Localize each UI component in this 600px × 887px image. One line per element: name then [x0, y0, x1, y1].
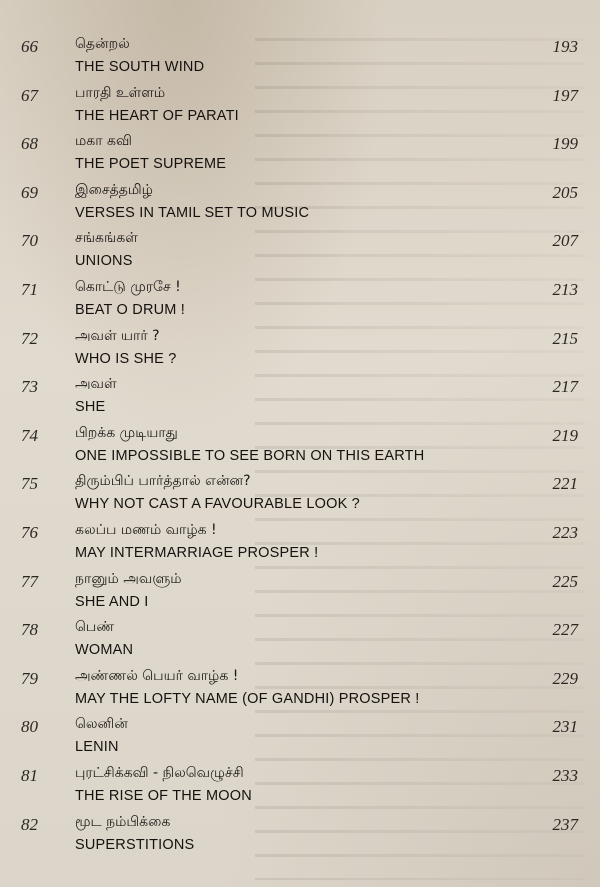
- entry-tamil-title: மகா கவி: [75, 133, 132, 150]
- entry-tamil-title: பாரதி உள்ளம்: [75, 84, 166, 101]
- entry-number: 70: [21, 231, 38, 251]
- entry-page-number: 233: [552, 766, 578, 785]
- entry-english-title: WHO IS SHE ?: [75, 350, 177, 367]
- entry-tamil-title: லெனின்: [75, 716, 128, 733]
- entry-english-title: SUPERSTITIONS: [75, 836, 195, 853]
- entry-page-number: 199: [552, 134, 578, 154]
- entry-page-number: 213: [552, 280, 578, 299]
- entry-english-title: MAY THE LOFTY NAME (OF GANDHI) PROSPER !: [75, 690, 420, 707]
- entry-tamil-title: அவள்: [75, 376, 117, 393]
- entry-page-number: 229: [552, 668, 578, 688]
- entry-tamil-title: கொட்டு முரசே !: [75, 279, 181, 295]
- toc-entry: [0, 130, 600, 179]
- entry-number: 67: [21, 85, 38, 105]
- entry-page-number: 197: [552, 85, 578, 105]
- entry-page-number: 207: [552, 231, 578, 251]
- toc-entry: [0, 179, 600, 228]
- entry-tamil-title: தென்றல்: [75, 36, 130, 52]
- entry-english-title: THE SOUTH WIND: [75, 59, 205, 75]
- toc-entry: [0, 422, 600, 471]
- toc-entry: [0, 276, 600, 325]
- toc-entry: [0, 713, 600, 762]
- entry-number: 66: [21, 37, 38, 56]
- entry-number: 80: [21, 717, 38, 737]
- entry-english-title: SHE: [75, 399, 106, 416]
- entry-number: 77: [21, 571, 38, 591]
- entry-page-number: 193: [552, 37, 578, 56]
- toc-entry: [0, 227, 600, 276]
- toc-entry: [0, 568, 600, 617]
- entry-number: 81: [21, 766, 38, 785]
- entry-tamil-title: புரட்சிக்கவி - நிலவெழுச்சி: [75, 765, 244, 781]
- toc-entry: [0, 616, 600, 665]
- entry-number: 78: [21, 620, 38, 640]
- entry-english-title: THE POET SUPREME: [75, 156, 227, 173]
- entry-number: 76: [21, 523, 38, 542]
- toc-entry: [0, 470, 600, 519]
- entry-english-title: BEAT O DRUM !: [75, 302, 186, 318]
- toc-entry: [0, 33, 600, 82]
- toc-entry: [0, 811, 600, 860]
- entry-page-number: 217: [552, 377, 578, 397]
- entry-english-title: MAY INTERMARRIAGE PROSPER !: [75, 545, 319, 561]
- entry-tamil-title: கலப்ப மணம் வாழ்க !: [75, 522, 217, 538]
- entry-tamil-title: பெண்: [75, 619, 115, 636]
- entry-page-number: 237: [552, 814, 578, 834]
- entry-page-number: 223: [552, 523, 578, 542]
- entry-english-title: LENIN: [75, 739, 119, 756]
- entry-tamil-title: பிறக்க முடியாது: [75, 424, 178, 441]
- entry-page-number: 221: [552, 474, 578, 494]
- entry-page-number: 231: [552, 717, 578, 737]
- entry-english-title: THE HEART OF PARATI: [75, 107, 239, 124]
- entry-number: 72: [21, 328, 38, 348]
- entry-tamil-title: சங்கங்கள்: [75, 230, 138, 247]
- entry-english-title: SHE AND I: [75, 593, 149, 610]
- entry-number: 71: [21, 280, 38, 299]
- entry-tamil-title: இசைத்தமிழ்: [75, 181, 153, 198]
- entry-tamil-title: அவள் யார் ?: [75, 327, 160, 344]
- entry-number: 73: [21, 377, 38, 397]
- entry-number: 69: [21, 182, 38, 202]
- toc-entry: [0, 325, 600, 374]
- entry-number: 82: [21, 814, 38, 834]
- entry-english-title: VERSES IN TAMIL SET TO MUSIC: [75, 204, 310, 221]
- entry-page-number: 225: [552, 571, 578, 591]
- entry-page-number: 219: [552, 425, 578, 445]
- toc-entry: [0, 762, 600, 811]
- entry-page-number: 215: [552, 328, 578, 348]
- entry-page-number: 227: [552, 620, 578, 640]
- entry-english-title: ONE IMPOSSIBLE TO SEE BORN ON THIS EARTH: [75, 447, 425, 464]
- entry-tamil-title: திரும்பிப் பார்த்தால் என்ன?: [75, 473, 251, 490]
- entry-tamil-title: நானும் அவளும்: [75, 570, 182, 587]
- entry-number: 79: [21, 668, 38, 688]
- entry-number: 74: [21, 425, 38, 445]
- entry-english-title: WOMAN: [75, 642, 134, 659]
- entry-english-title: THE RISE OF THE MOON: [75, 788, 252, 804]
- entry-english-title: WHY NOT CAST A FAVOURABLE LOOK ?: [75, 496, 360, 513]
- entry-tamil-title: அண்ணல் பெயர் வாழ்க !: [75, 667, 239, 684]
- toc-entry: [0, 82, 600, 131]
- entry-page-number: 205: [552, 182, 578, 202]
- entry-english-title: UNIONS: [75, 253, 133, 270]
- entry-tamil-title: மூட நம்பிக்கை: [75, 813, 171, 830]
- entry-number: 75: [21, 474, 38, 494]
- toc-entry: [0, 519, 600, 568]
- toc-entry: [0, 665, 600, 714]
- toc-entry: [0, 373, 600, 422]
- entry-number: 68: [21, 134, 38, 154]
